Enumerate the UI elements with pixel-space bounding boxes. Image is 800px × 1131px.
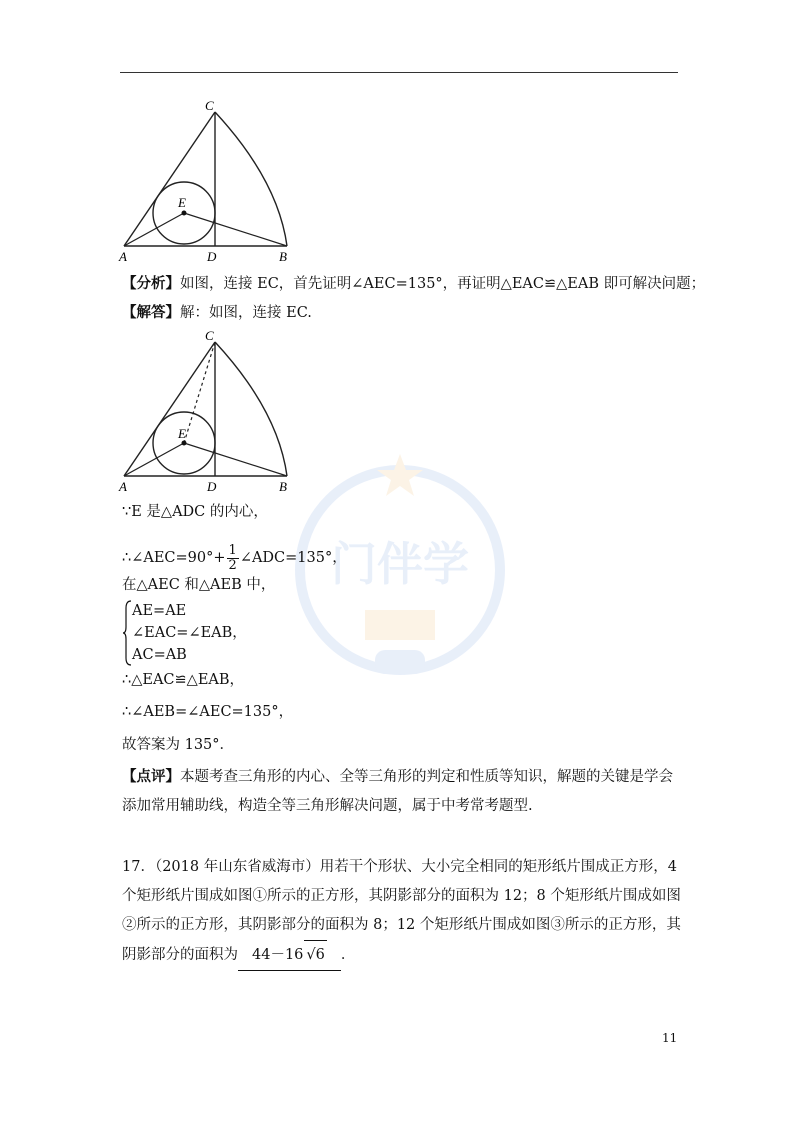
- label-e: E: [178, 195, 186, 210]
- analysis-text: 如图，连接 EC，首先证明∠AEC=135°，再证明△EAC≌△EAB 即可解决问题；: [180, 276, 706, 292]
- label-b-2: B: [279, 479, 287, 494]
- problem-17: [122, 853, 682, 971]
- label-a: A: [119, 249, 127, 264]
- page-number: 11: [662, 1031, 678, 1045]
- analysis-tag: 【分析】: [122, 275, 180, 292]
- geometry-figure-1: [110, 95, 310, 265]
- fraction-denominator: 2: [228, 557, 237, 573]
- answer-blank: [238, 940, 341, 971]
- solution-text: 解：如图，连接 EC.: [180, 305, 312, 321]
- system-row-2: ∠EAC=∠EAB，: [132, 625, 247, 641]
- step-2-post: ∠ADC=135°，: [239, 550, 347, 566]
- label-a-2: A: [119, 479, 127, 494]
- step-2-pre: ∴∠AEC=90°+: [122, 550, 226, 566]
- problem-17-text: 17．（2018 年山东省威海市）用若干个形状、大小完全相同的矩形纸片围成正方形，4 个矩形纸片围成如图①所示的正方形，其阴影部分的面积为 12；8 个矩形纸片围成如图②所示的正方形，其阴影部分的面积为 8；12 个矩形纸片围成如图③所示的正方形，其阴影部分的面积为: [122, 859, 681, 963]
- step-2: [122, 540, 347, 576]
- label-d-2: D: [207, 479, 217, 494]
- step-3: 在△AEC 和△AEB 中，: [122, 577, 276, 593]
- step-6: 故答案为 135°．: [122, 737, 235, 753]
- watermark-text: 门伴学: [331, 537, 469, 591]
- label-c-2: C: [205, 328, 214, 343]
- fraction-numerator: 1: [228, 542, 237, 558]
- label-b: B: [279, 249, 287, 264]
- comment-tag: 【点评】: [122, 768, 180, 785]
- sqrt-radical: √6: [304, 940, 326, 970]
- comment-text: 本题考查三角形的内心、全等三角形的判定和性质等知识，解题的关键是学会添加常用辅助线，构造全等三角形解决问题，属于中考常考题型.: [122, 769, 673, 814]
- radicand: 6: [315, 947, 325, 963]
- label-c: C: [205, 98, 214, 113]
- answer-value: 44－16: [252, 947, 304, 963]
- left-brace-icon: [122, 600, 132, 666]
- label-e-2: E: [178, 426, 186, 441]
- label-d: D: [207, 249, 217, 264]
- solution-tag: 【解答】: [122, 304, 180, 321]
- fraction-half: [227, 544, 239, 573]
- analysis-line: [122, 274, 705, 294]
- system-row-3: AC=AB: [132, 647, 187, 663]
- step-1: ∵E 是△ADC 的内心，: [122, 504, 268, 520]
- system-row-1: AE=AE: [132, 603, 187, 619]
- header-rule: [120, 72, 678, 73]
- step-4: ∴△EAC≌△EAB，: [122, 672, 245, 688]
- comment-paragraph: [122, 762, 682, 821]
- solution-line: [122, 303, 312, 323]
- step-5: ∴∠AEB=∠AEC=135°，: [122, 704, 294, 720]
- problem-17-end: ．: [340, 947, 356, 963]
